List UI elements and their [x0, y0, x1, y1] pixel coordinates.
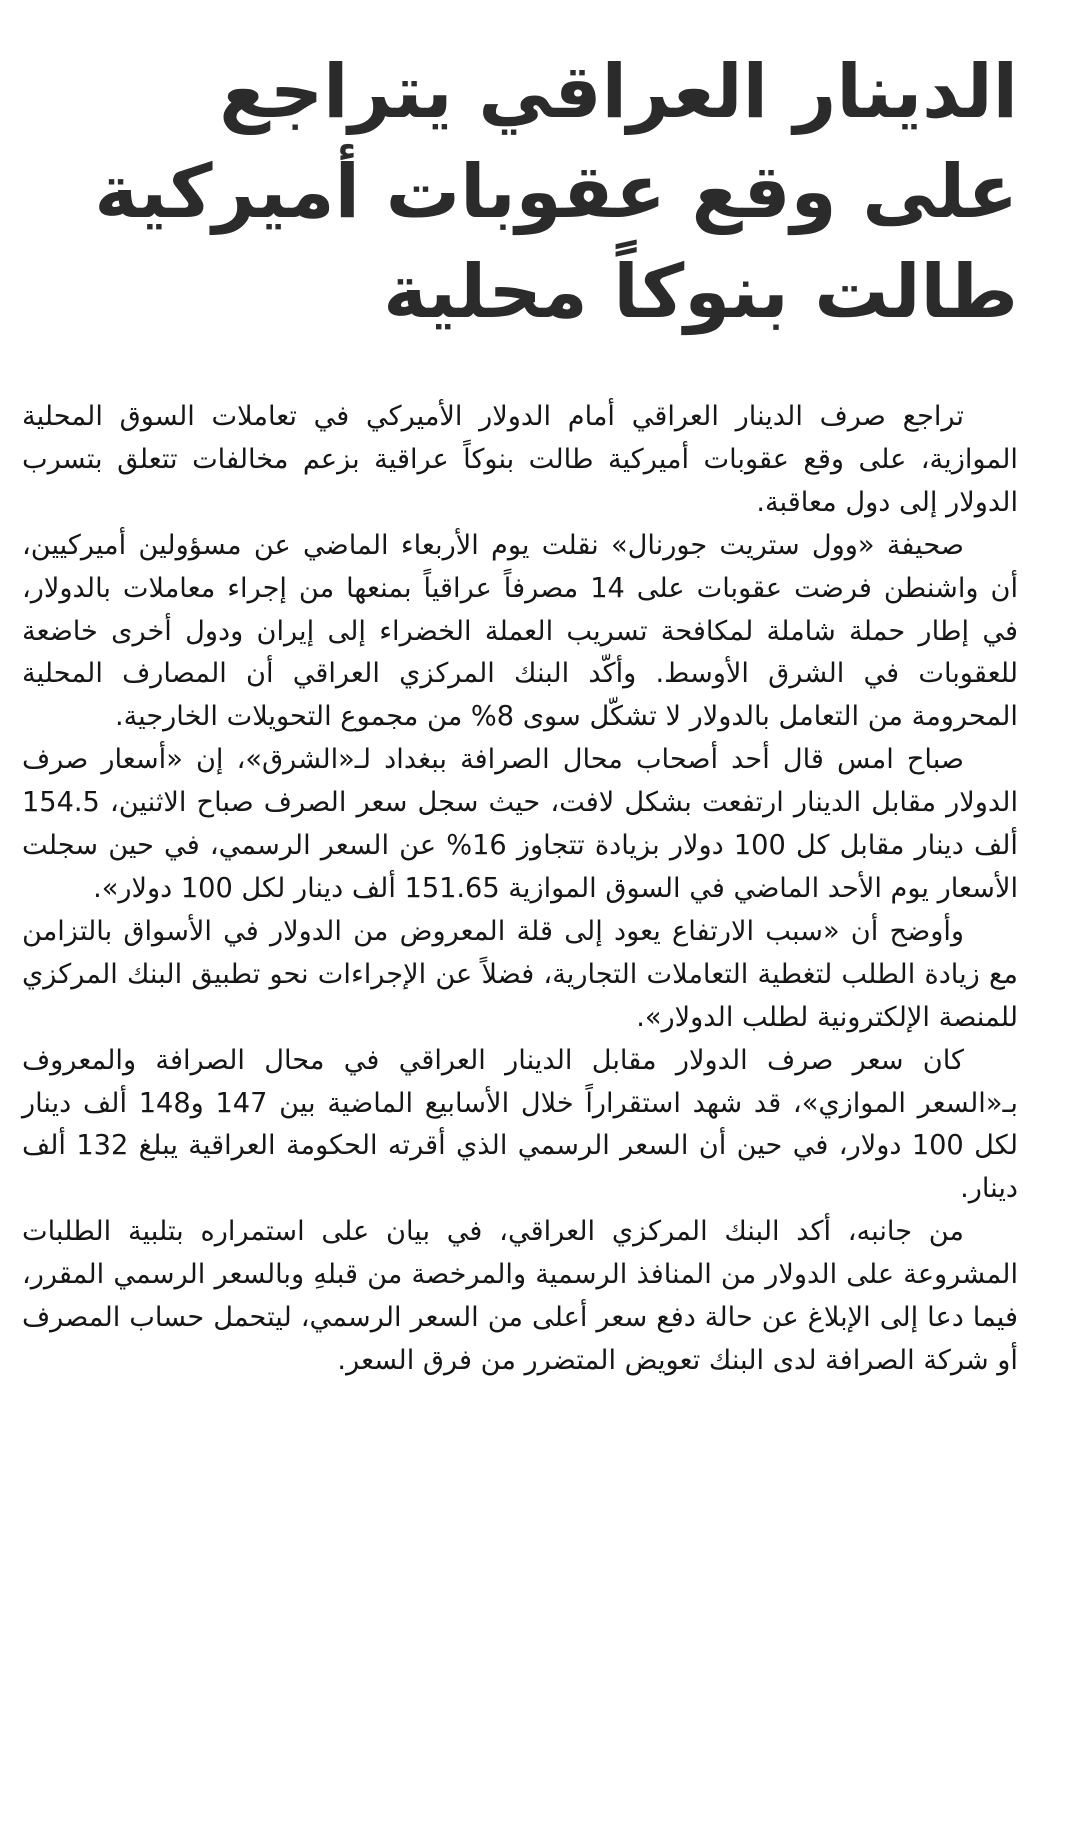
headline-line-2: على وقع عقوبات أميركية — [94, 149, 1018, 235]
headline-line-3: طالت بنوكاً محلية — [383, 249, 1018, 335]
article-body — [22, 396, 1018, 1383]
article-paragraph-3: صباح امس قال أحد أصحاب محال الصرافة ببغداد لـ«الشرق»، إن «أسعار صرف الدولار مقابل الدينار ارتفعت بشكل لافت، حيث سجل سعر الصرف صباح الاثنين، 154.5 ألف دينار مقابل كل 100 دولار بزيادة تتجاوز 16% عن السعر الرسمي، في حين سجلت الأسعار يوم الأحد الماضي في السوق الموازية 151.65 ألف دينار لكل 100 دولار». — [22, 744, 1018, 904]
article-paragraph-5: كان سعر صرف الدولار مقابل الدينار العراقي في محال الصرافة والمعروف بـ«السعر الموازي»، قد شهد استقراراً خلال الأسابيع الماضية بين 147 و148 ألف دينار لكل 100 دولار، في حين أن السعر الرسمي الذي أقرته الحكومة العراقية يبلغ 132 ألف دينار. — [22, 1044, 1019, 1205]
article-headline — [22, 42, 1018, 342]
article-paragraph-2: صحيفة «وول ستريت جورنال» نقلت يوم الأربعاء الماضي عن مسؤولين أميركيين، أن واشنطن فرضت عقوبات على 14 مصرفاً عراقياً بمنعها من إجراء معاملات بالدولار، في إطار حملة شاملة لمكافحة تسريب العملة الخضراء إلى إيران ودول أخرى خاضعة للعقوبات في الشرق الأوسط. وأكّد البنك المركزي العراقي أن المصارف المحلية المحرومة من التعامل بالدولار لا تشكّل سوى 8% من مجموع التحويلات الخارجية. — [22, 529, 1018, 733]
article-paragraph-1: تراجع صرف الدينار العراقي أمام الدولار الأميركي في تعاملات السوق المحلية الموازية، على وقع عقوبات أميركية طالت بنوكاً عراقية بزعم مخالفات تتعلق بتسرب الدولار إلى دول معاقبة. — [22, 401, 1018, 518]
article-paragraph-4: وأوضح أن «سبب الارتفاع يعود إلى قلة المعروض من الدولار في الأسواق بالتزامن مع زيادة الطلب لتغطية التعاملات التجارية، فضلاً عن الإجراءات نحو تطبيق البنك المركزي للمنصة الإلكترونية لطلب الدولار». — [22, 915, 1018, 1033]
headline-line-1: الدينار العراقي يتراجع — [219, 49, 1018, 135]
article-paragraph-6: من جانبه، أكد البنك المركزي العراقي، في بيان على استمراره بتلبية الطلبات المشروعة على الدولار من المنافذ الرسمية والمرخصة من قبلهِ وبالسعر الرسمي المقرر، فيما دعا إلى الإبلاغ عن حالة دفع سعر أعلى من السعر الرسمي، ليتحمل حساب المصرف أو شركة الصرافة لدى البنك تعويض المتضرر من فرق السعر. — [22, 1216, 1018, 1376]
